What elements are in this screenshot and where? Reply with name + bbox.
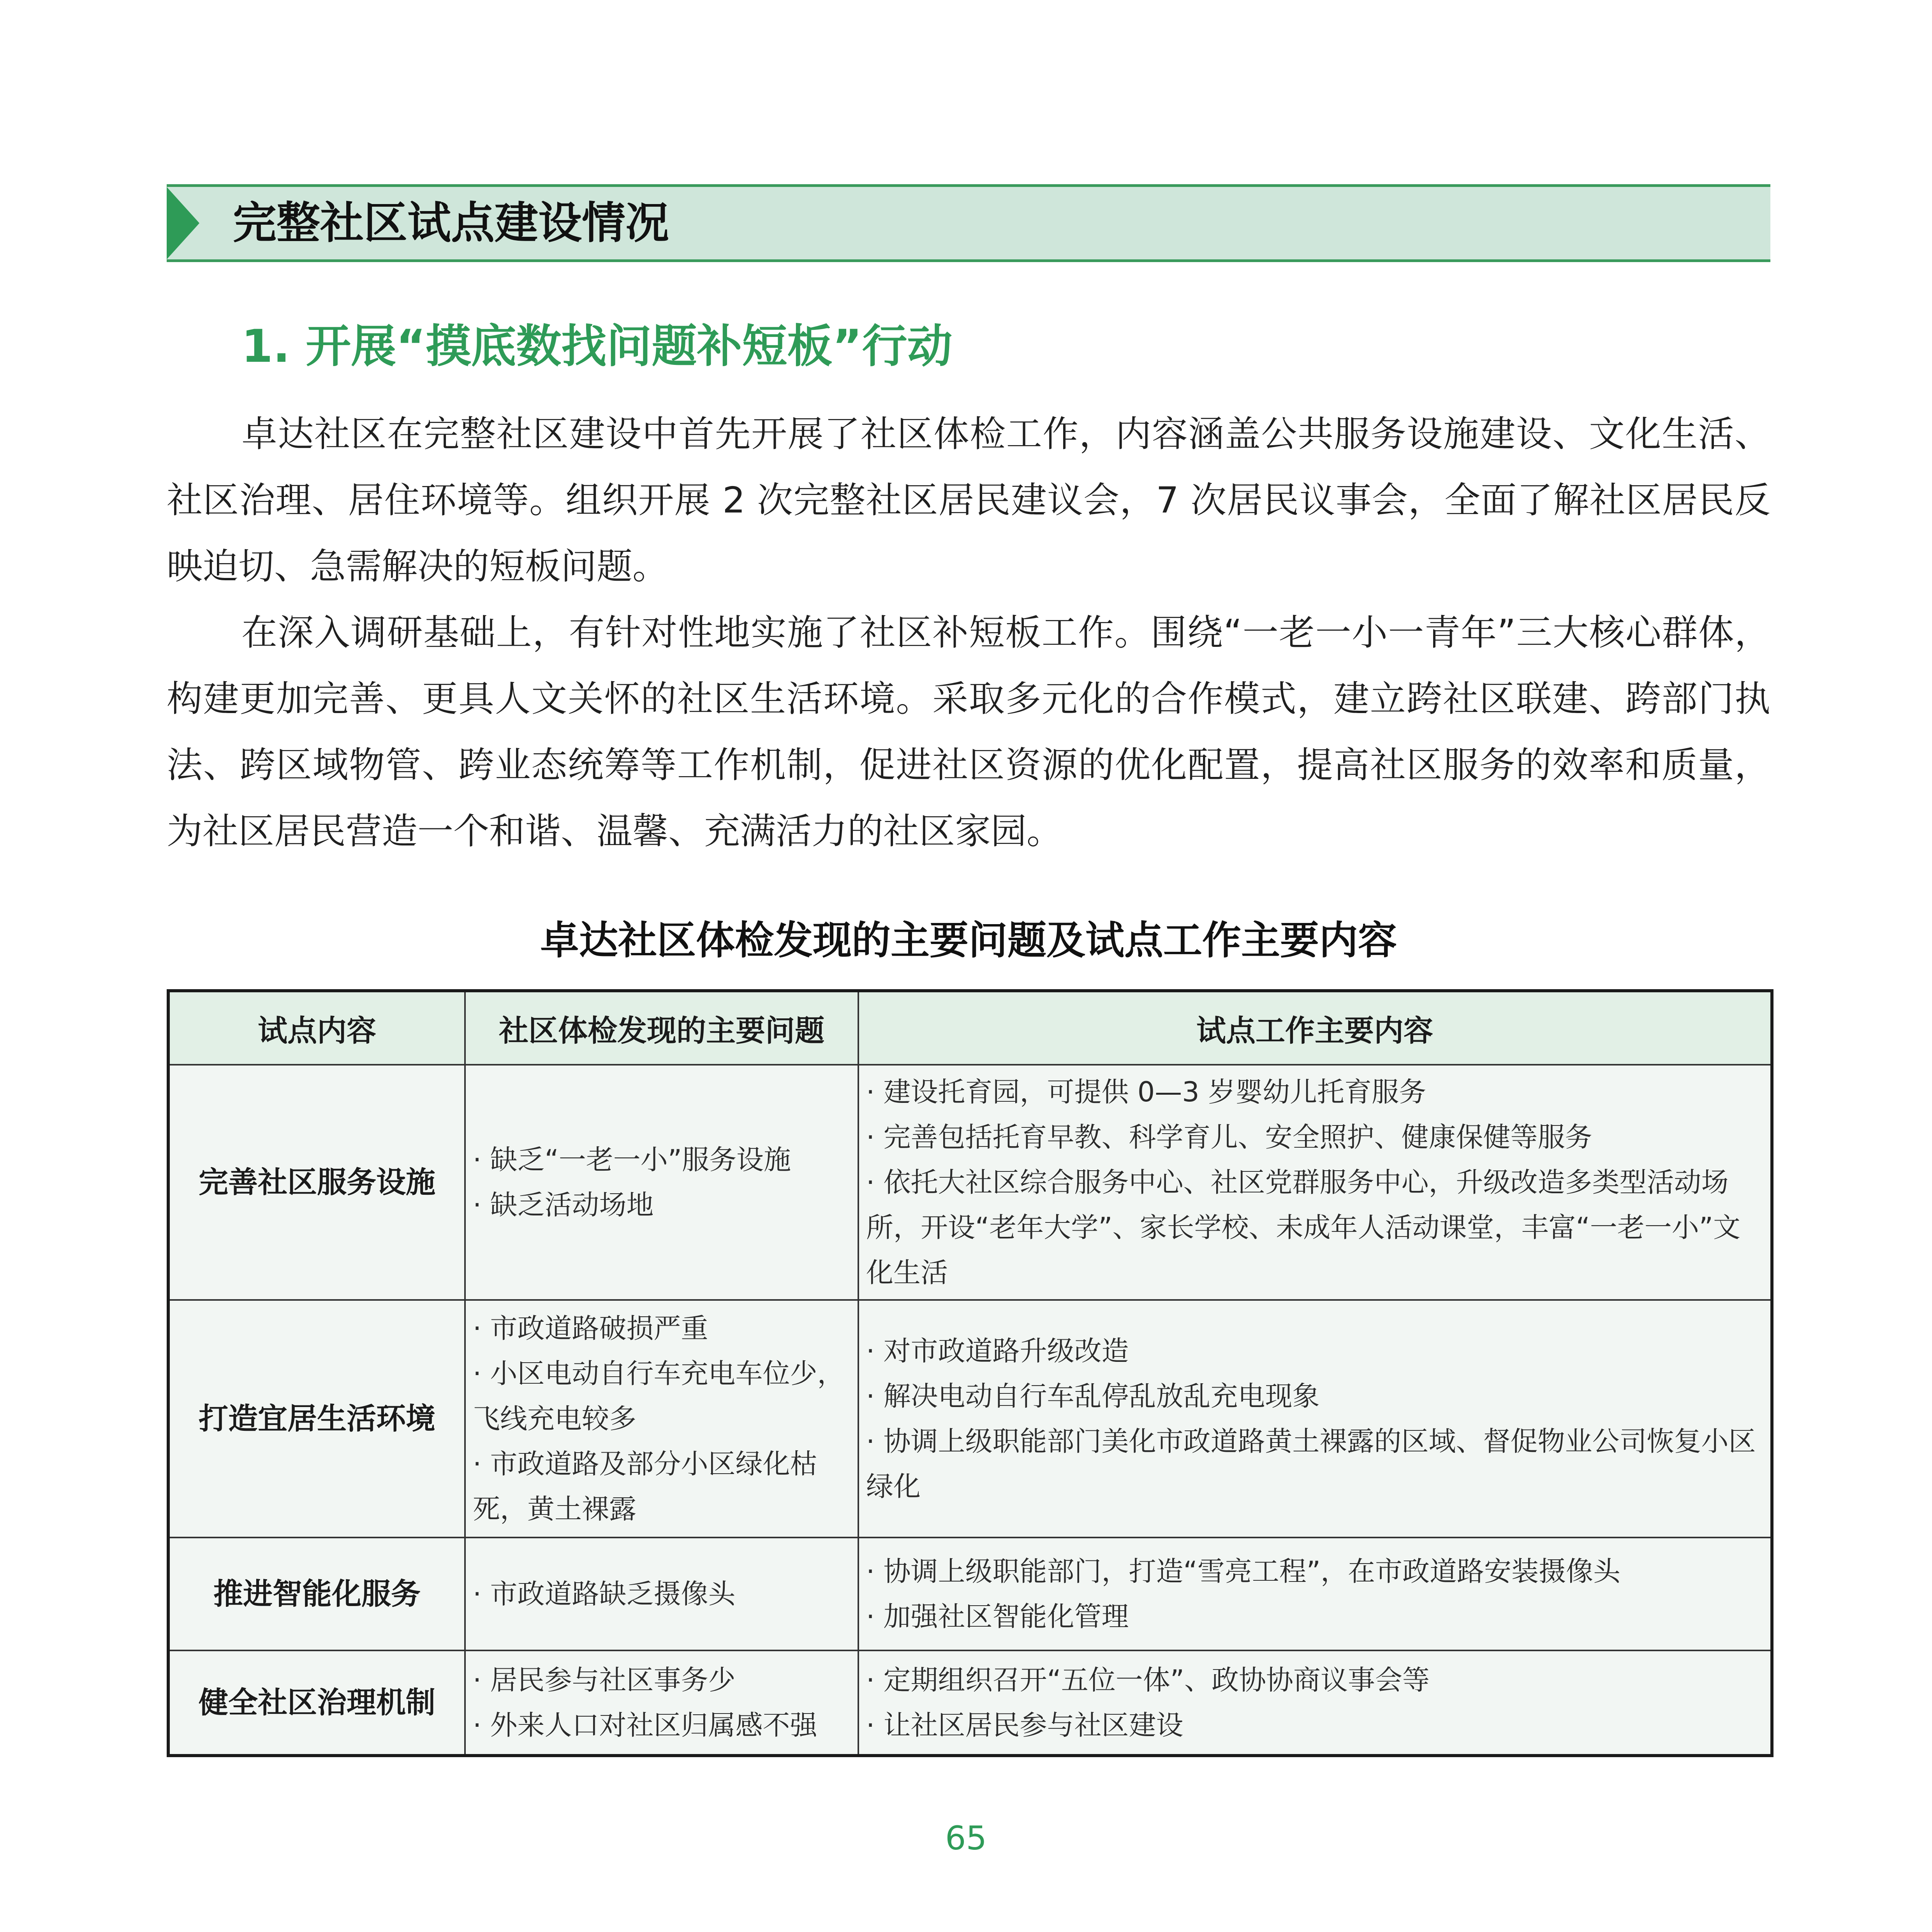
row-category: 推进智能化服务 <box>168 1537 465 1650</box>
subsection-heading: 1. 开展“摸底数找问题补短板”行动 <box>241 320 953 373</box>
problem-item: · 市政道路破损严重 <box>473 1312 708 1344</box>
problem-item: · 市政道路及部分小区绿化枯死，黄土裸露 <box>473 1448 817 1525</box>
problems-cell <box>465 1065 858 1300</box>
measure-item: · 对市政道路升级改造 <box>866 1335 1129 1367</box>
measure-item: · 加强社区智能化管理 <box>866 1601 1129 1633</box>
row-category: 健全社区治理机制 <box>168 1650 465 1756</box>
problems-cell <box>465 1537 858 1650</box>
problems-cell <box>465 1650 858 1756</box>
problem-item: · 小区电动自行车充电车位少，飞线充电较多 <box>473 1358 845 1435</box>
column-header-measures: 试点工作主要内容 <box>858 991 1772 1065</box>
column-header-problems: 社区体检发现的主要问题 <box>465 991 858 1065</box>
measure-item: · 协调上级职能部门，打造“雪亮工程”，在市政道路安装摄像头 <box>866 1555 1621 1587</box>
paragraph: 卓达社区在完整社区建设中首先开展了社区体检工作，内容涵盖公共服务设施建设、文化生活、社区治理、居住环境等。组织开展 2 次完整社区居民建议会，7 次居民议事会，全面了解社区居民反映迫切、急需解决的短板问题。 <box>167 413 1770 587</box>
table-row <box>168 1537 1772 1650</box>
table-row <box>168 1300 1772 1537</box>
problem-item: · 外来人口对社区归属感不强 <box>473 1709 817 1741</box>
measures-cell <box>858 1537 1772 1650</box>
measures-cell <box>858 1065 1772 1300</box>
measure-item: · 协调上级职能部门美化市政道路黄土裸露的区域、督促物业公司恢复小区绿化 <box>866 1425 1756 1502</box>
row-category: 打造宜居生活环境 <box>168 1300 465 1537</box>
section-title: 完整社区试点建设情况 <box>233 198 669 248</box>
triangle-marker-icon <box>167 187 199 259</box>
measures-cell <box>858 1650 1772 1756</box>
problems-cell <box>465 1300 858 1537</box>
measure-item: · 定期组织召开“五位一体”、政协协商议事会等 <box>866 1664 1430 1696</box>
row-category: 完善社区服务设施 <box>168 1065 465 1300</box>
body-text <box>167 401 1770 865</box>
table-row <box>168 1650 1772 1756</box>
problem-item: · 缺乏活动场地 <box>473 1189 654 1221</box>
problem-item: · 缺乏“一老一小”服务设施 <box>473 1144 791 1176</box>
problem-item: · 居民参与社区事务少 <box>473 1664 736 1696</box>
measure-item: · 建设托育园，可提供 0—3 岁婴幼儿托育服务 <box>866 1076 1427 1108</box>
table-title: 卓达社区体检发现的主要问题及试点工作主要内容 <box>540 918 1397 963</box>
measure-item: · 依托大社区综合服务中心、社区党群服务中心，升级改造多类型活动场所，开设“老年大学”、家长学校、未成年人活动课堂，丰富“一老一小”文化生活 <box>866 1166 1741 1289</box>
pilot-work-table <box>167 989 1773 1757</box>
paragraph: 在深入调研基础上，有针对性地实施了社区补短板工作。围绕“一老一小一青年”三大核心群体，构建更加完善、更具人文关怀的社区生活环境。采取多元化的合作模式，建立跨社区联建、跨部门执法、跨区域物管、跨业态统筹等工作机制，促进社区资源的优化配置，提高社区服务的效率和质量，为社区居民营造一个和谐、温馨、充满活力的社区家园。 <box>167 612 1770 852</box>
table-header-row <box>168 991 1772 1065</box>
problem-item: · 市政道路缺乏摄像头 <box>473 1578 736 1610</box>
section-header-bar <box>167 184 1770 262</box>
table-row <box>168 1065 1772 1300</box>
measures-cell <box>858 1300 1772 1537</box>
page-number: 65 <box>945 1819 987 1857</box>
measure-item: · 让社区居民参与社区建设 <box>866 1709 1184 1741</box>
column-header-pilot-content: 试点内容 <box>168 991 465 1065</box>
measure-item: · 完善包括托育早教、科学育儿、安全照护、健康保健等服务 <box>866 1121 1592 1153</box>
measure-item: · 解决电动自行车乱停乱放乱充电现象 <box>866 1380 1320 1412</box>
